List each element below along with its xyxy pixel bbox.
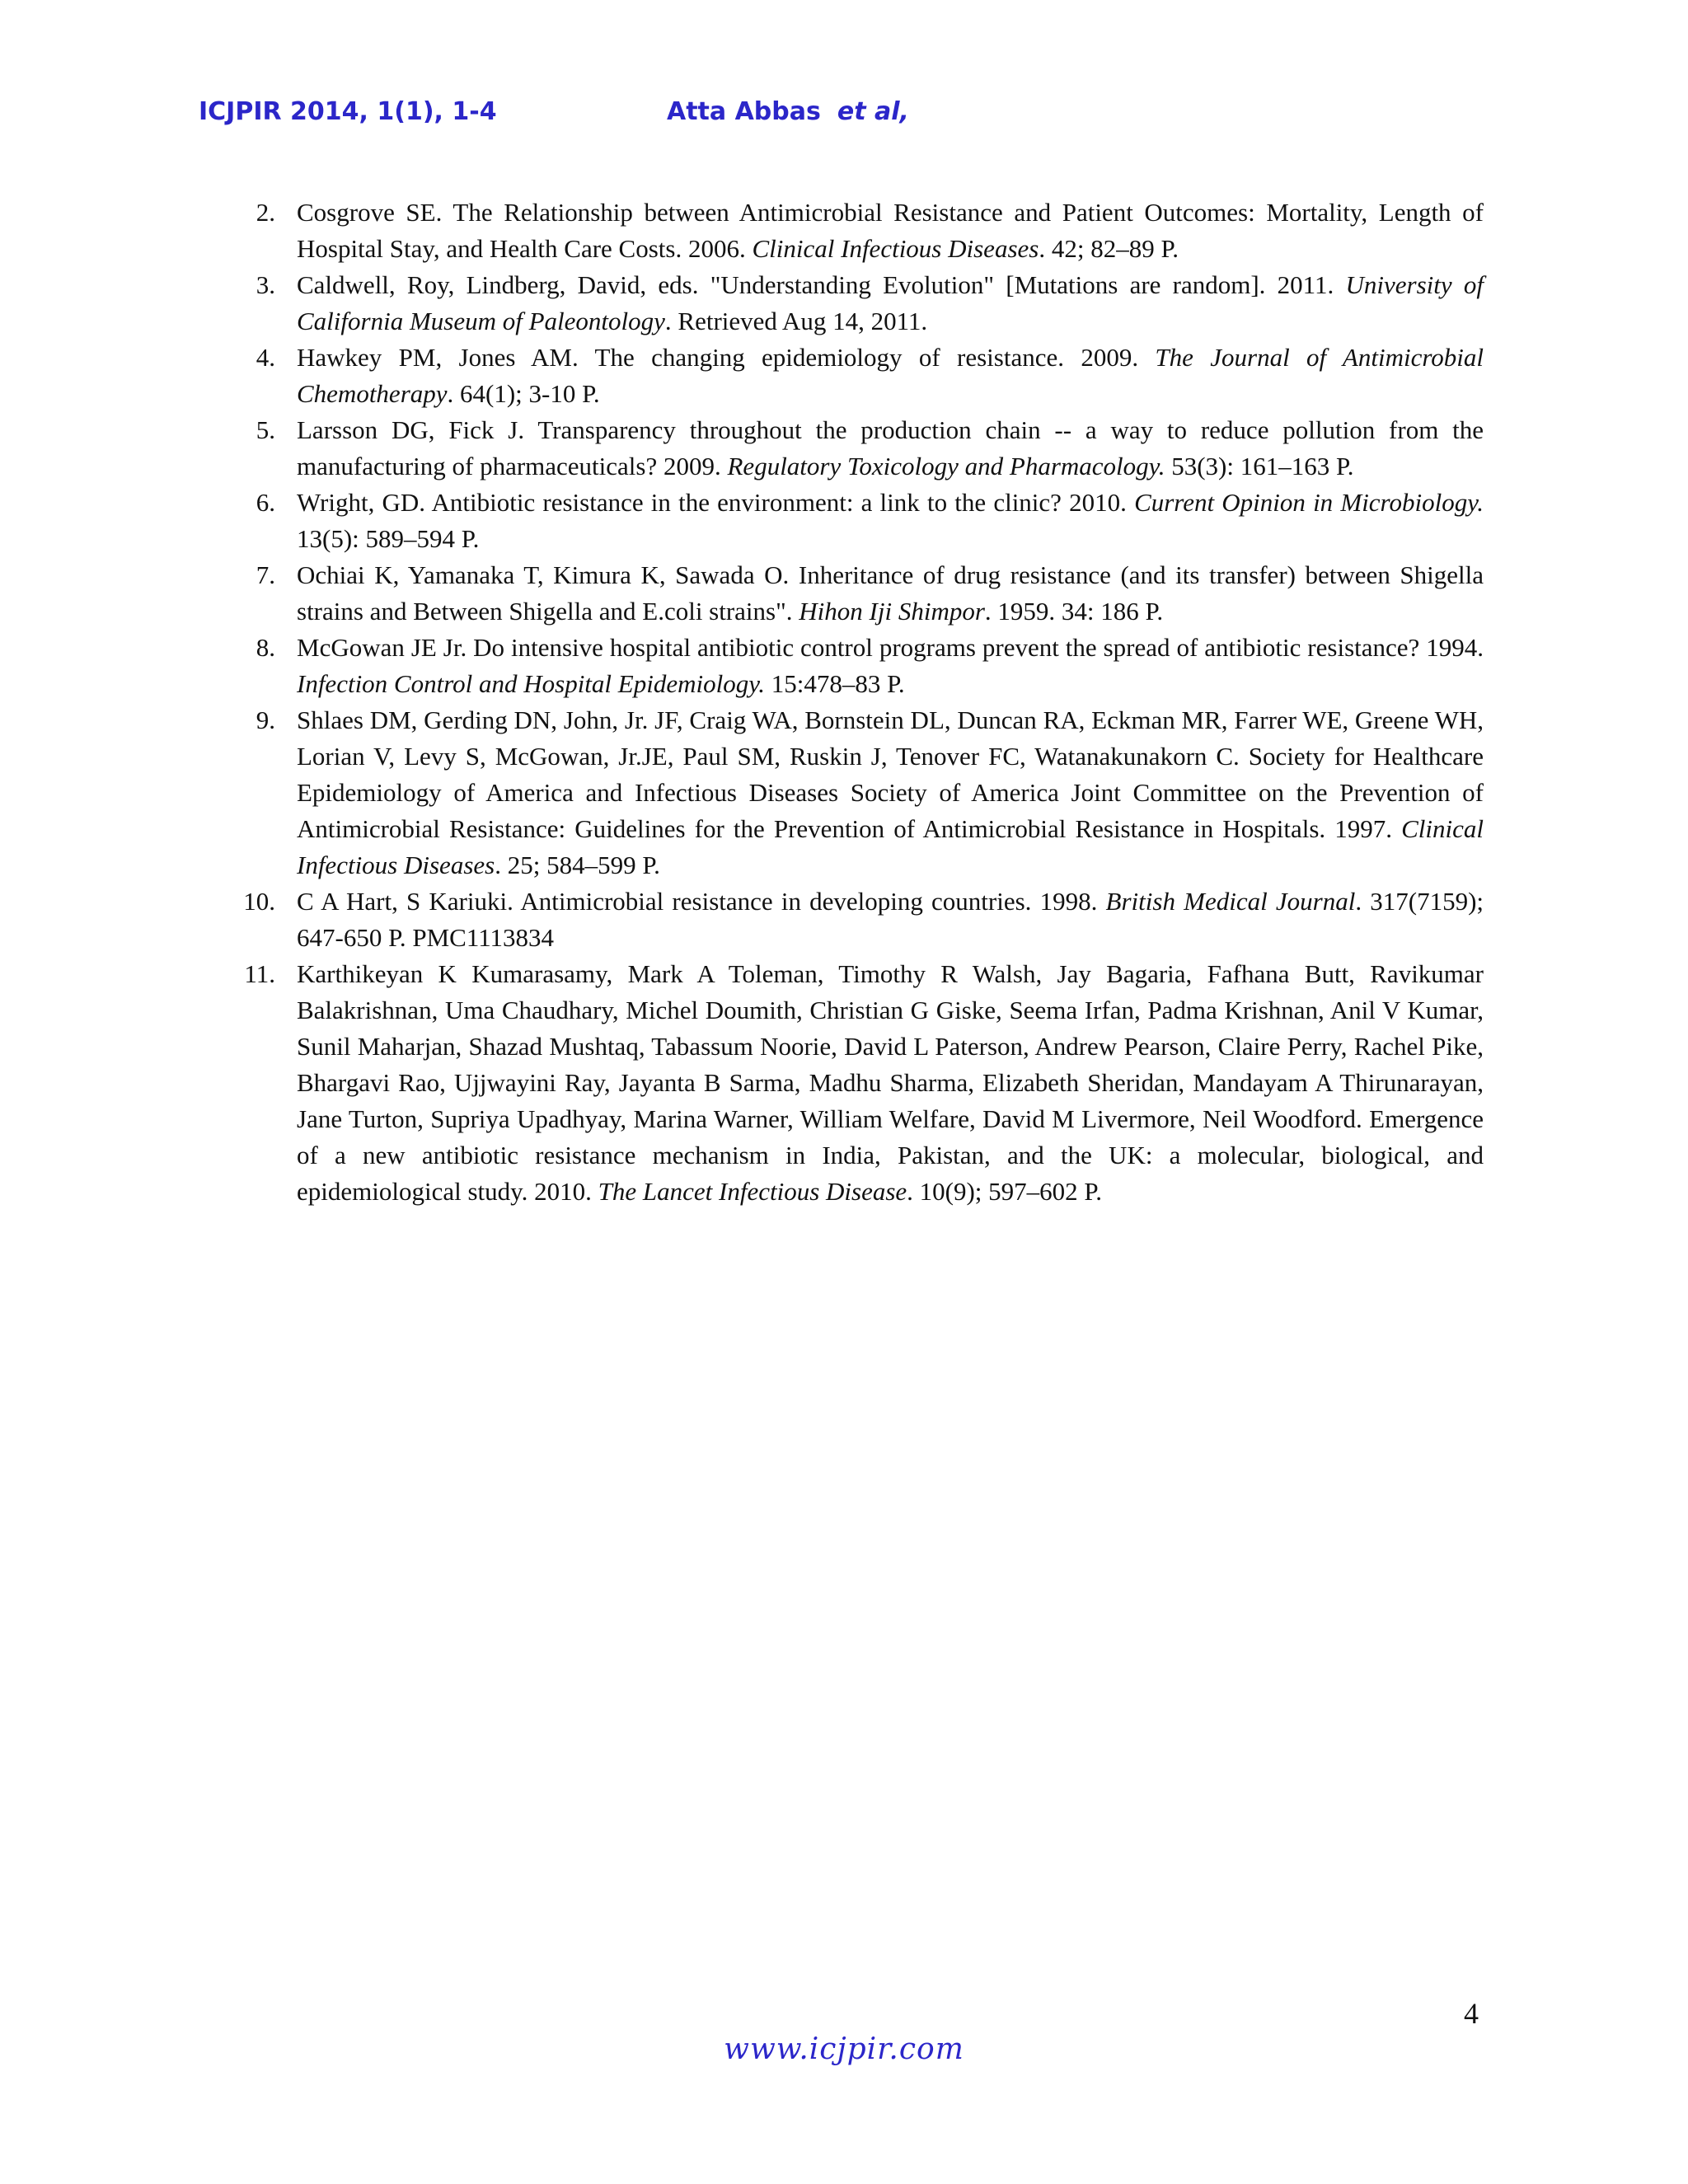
reference-text: Larsson DG, Fick J. Transparency throughout the production chain -- a way to reduce pollution from the manufacturing of pharmaceuticals? 2009. — [297, 415, 1484, 480]
running-header — [199, 97, 909, 126]
reference-number: 11. — [244, 959, 275, 988]
reference-number: 8. — [256, 633, 275, 662]
reference-journal: Hihon Iji Shimpor — [799, 597, 985, 626]
reference-tail: . Retrieved Aug 14, 2011. — [664, 307, 928, 335]
reference-item — [238, 412, 1484, 485]
reference-tail: . 10(9); 597–602 P. — [907, 1177, 1102, 1206]
reference-journal: University of California Museum of Paleontology — [297, 270, 1484, 335]
reference-number: 5. — [256, 415, 275, 444]
reference-tail: . 42; 82–89 P. — [1039, 234, 1179, 263]
footer-url[interactable]: www.icjpir.com — [724, 2032, 964, 2066]
reference-tail: . 25; 584–599 P. — [495, 851, 660, 879]
reference-number: 10. — [243, 887, 275, 916]
reference-item — [238, 557, 1484, 630]
reference-journal: Infection Control and Hospital Epidemiology. — [297, 669, 766, 698]
reference-number: 7. — [256, 560, 275, 589]
author-name: Atta Abbas — [667, 97, 821, 126]
reference-number: 2. — [256, 198, 275, 227]
reference-number: 3. — [256, 270, 275, 299]
reference-item — [238, 702, 1484, 883]
reference-text: Karthikeyan K Kumarasamy, Mark A Toleman, Timothy R Walsh, Jay Bagaria, Fafhana Butt, Ravikumar Balakrishnan, Uma Chaudhary, Michel Doumith, Christian G Giske, Seema Irfan, Padma Krishnan, Anil V Kumar, Sunil Maharjan, Shazad Mushtaq, Tabassum Noorie, David L Paterson, Andrew Pearson, Claire Perry, Rachel Pike, Bhargavi Rao, Ujjwayini Ray, Jayanta B Sarma, Madhu Sharma, Elizabeth Sheridan, Mandayam A Thirunarayan, Jane Turton, Supriya Upadhyay, Marina Warner, William Welfare, David M Livermore, Neil Woodford. Emergence of a new antibiotic resistance mechanism in India, Pakistan, and the UK: a molecular, biological, and epidemiological study. 2010. — [297, 959, 1484, 1206]
reference-item — [238, 883, 1484, 956]
et-al: et al, — [837, 97, 909, 126]
reference-number: 9. — [256, 705, 275, 734]
reference-tail: 53(3): 161–163 P. — [1165, 452, 1354, 480]
reference-item — [238, 194, 1484, 267]
reference-text: Wright, GD. Antibiotic resistance in the environment: a link to the clinic? 2010. — [297, 488, 1135, 517]
reference-item — [238, 956, 1484, 1210]
journal-citation: ICJPIR 2014, 1(1), 1-4 — [199, 97, 497, 126]
reference-number: 6. — [256, 488, 275, 517]
reference-text: Shlaes DM, Gerding DN, John, Jr. JF, Craig WA, Bornstein DL, Duncan RA, Eckman MR, Farrer WE, Greene WH, Lorian V, Levy S, McGowan, Jr.JE, Paul SM, Ruskin J, Tenover FC, Watanakunakorn C. Society for Healthcare Epidemiology of America and Infectious Diseases Society of America Joint Committee on the Prevention of Antimicrobial Resistance: Guidelines for the Prevention of Antimicrobial Resistance in Hospitals. 1997. — [297, 705, 1484, 843]
reference-journal: Regulatory Toxicology and Pharmacology. — [727, 452, 1165, 480]
reference-tail: 15:478–83 P. — [765, 669, 905, 698]
reference-text: Cosgrove SE. The Relationship between Antimicrobial Resistance and Patient Outcomes: Mortality, Length of Hospital Stay, and Health Care Costs. 2006. — [297, 198, 1484, 263]
reference-text: Hawkey PM, Jones AM. The changing epidemiology of resistance. 2009. — [297, 343, 1156, 372]
reference-tail: . 64(1); 3-10 P. — [447, 379, 600, 408]
reference-journal: Clinical Infectious Diseases — [752, 234, 1039, 263]
reference-journal: The Journal of Antimicrobial Chemotherapy — [297, 343, 1484, 408]
reference-item — [238, 267, 1484, 340]
running-author — [667, 97, 909, 126]
reference-text: Caldwell, Roy, Lindberg, David, eds. "Understanding Evolution" [Mutations are random]. 2011. — [297, 270, 1346, 299]
reference-text: Ochiai K, Yamanaka T, Kimura K, Sawada O. Inheritance of drug resistance (and its transfer) between Shigella strains and Between Shigella and E.coli strains". — [297, 560, 1484, 626]
reference-number: 4. — [256, 343, 275, 372]
page-number: 4 — [1464, 1997, 1479, 2030]
reference-tail: 13(5): 589–594 P. — [297, 524, 480, 553]
reference-item — [238, 630, 1484, 702]
reference-journal: Clinical Infectious Diseases — [297, 814, 1484, 879]
reference-journal: Current Opinion in Microbiology. — [1134, 488, 1484, 517]
reference-text: McGowan JE Jr. Do intensive hospital antibiotic control programs prevent the spread of antibiotic resistance? 1994. — [297, 633, 1484, 662]
reference-journal: The Lancet Infectious Disease — [598, 1177, 907, 1206]
reference-tail: . 1959. 34: 186 P. — [984, 597, 1164, 626]
reference-item — [238, 485, 1484, 557]
reference-tail: . 317(7159); 647-650 P. PMC1113834 — [297, 887, 1484, 952]
reference-journal: British Medical Journal — [1105, 887, 1356, 916]
reference-list — [238, 194, 1484, 1210]
reference-text: C A Hart, S Kariuki. Antimicrobial resistance in developing countries. 1998. — [297, 887, 1106, 916]
reference-item — [238, 340, 1484, 412]
